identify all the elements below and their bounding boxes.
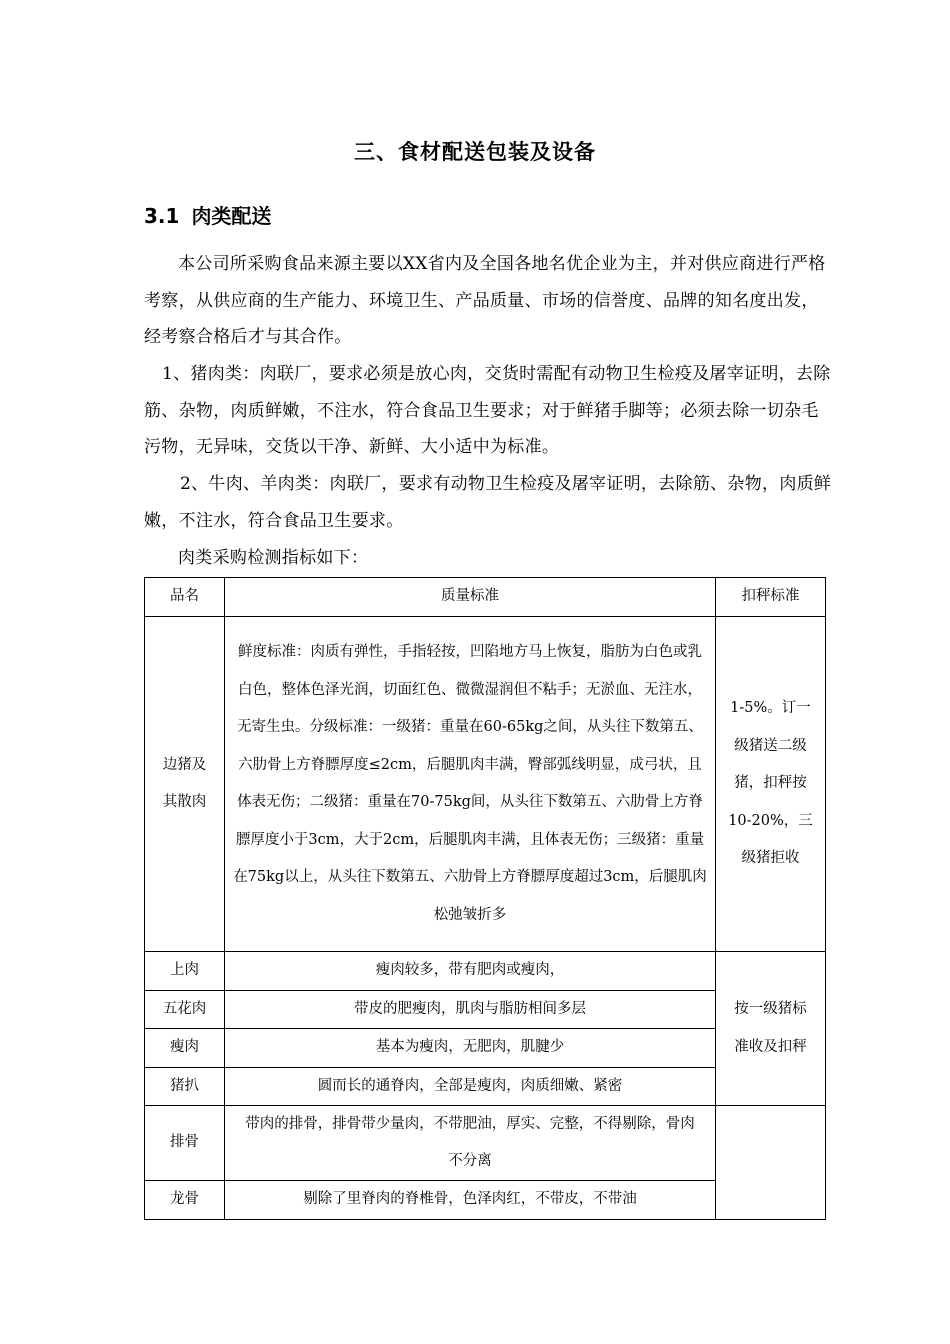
cell-standard: 圆而长的通脊肉，全部是瘦肉，肉质细嫩、紧密 <box>225 1067 716 1106</box>
cell-deduct: 按一级猪标准收及扣秤 <box>716 952 826 1106</box>
cell-name: 边猪及其散肉 <box>145 617 225 952</box>
section-number: 3.1 <box>144 204 180 228</box>
cell-name: 猪扒 <box>145 1067 225 1106</box>
paragraph-intro: 本公司所采购食品来源主要以XX省内及全国各地名优企业为主，并对供应商进行严格考察，从供应商的生产能力、环境卫生、产品质量、市场的信誉度、品牌的知名度出发，经考察合格后才与其合作。 <box>144 254 826 347</box>
table-row <box>145 1106 826 1181</box>
cell-standard: 带皮的肥瘦肉，肌肉与脂肪相间多层 <box>225 990 716 1029</box>
table-row <box>145 617 826 952</box>
cell-deduct <box>716 1106 826 1220</box>
cell-name: 瘦肉 <box>145 1029 225 1068</box>
cell-standard: 剔除了里脊肉的脊椎骨，色泽肉红，不带皮，不带油 <box>225 1181 716 1220</box>
page-title: 三、食材配送包装及设备 <box>354 140 596 164</box>
header-deduct: 扣秤标准 <box>716 578 826 617</box>
paragraph-pork: 1、猪肉类：肉联厂，要求必须是放心肉，交货时需配有动物卫生检疫及屠宰证明，去除筋、杂物，肉质鲜嫩，不注水，符合食品卫生要求；对于鲜猪手脚等；必须去除一切杂毛污物，无异味，交货以干净、新鲜、大小适中为标准。 <box>144 364 831 457</box>
table-header-row <box>145 578 826 617</box>
section-heading <box>144 200 271 229</box>
header-standard: 质量标准 <box>225 578 716 617</box>
header-name: 品名 <box>145 578 225 617</box>
table-row <box>145 952 826 991</box>
paragraph-table-intro: 肉类采购检测指标如下： <box>178 548 369 568</box>
cell-deduct: 1-5%。订一级猪送二级猪，扣秤按10-20%，三级猪拒收 <box>716 617 826 952</box>
meat-standards-table <box>144 577 826 1220</box>
cell-standard: 瘦肉较多，带有肥肉或瘦肉， <box>225 952 716 991</box>
cell-standard: 鲜度标准：肉质有弹性，手指轻按，凹陷地方马上恢复，脂肪为白色或乳白色，整体色泽光润，切面红色、微微湿润但不粘手；无淤血、无注水，无寄生虫。分级标准：一级猪：重量在60-65kg之间，从头往下数第五、六肋骨上方脊膘厚度≤2cm，后腿肌肉丰满，臀部弧线明显，成弓状，且体表无伤；二级猪：重量在70-75kg间，从头往下数第五、六肋骨上方脊膘厚度小于3cm，大于2cm，后腿肌肉丰满，且体表无伤；三级猪：重量在75kg以上，从头往下数第五、六肋骨上方脊膘厚度超过3cm，后腿肌肉松弛皱折多 <box>225 617 716 952</box>
cell-standard: 带肉的排骨，排骨带少量肉，不带肥油，厚实、完整，不得剔除，骨肉不分离 <box>225 1106 716 1181</box>
section-label: 肉类配送 <box>191 204 272 228</box>
cell-name: 排骨 <box>145 1106 225 1181</box>
cell-name: 龙骨 <box>145 1181 225 1220</box>
cell-standard: 基本为瘦肉，无肥肉，肌腱少 <box>225 1029 716 1068</box>
cell-name: 五花肉 <box>145 990 225 1029</box>
paragraph-beef-mutton: 2、牛肉、羊肉类：肉联厂，要求有动物卫生检疫及屠宰证明，去除筋、杂物，肉质鲜嫩，不注水，符合食品卫生要求。 <box>144 474 832 531</box>
cell-name: 上肉 <box>145 952 225 991</box>
